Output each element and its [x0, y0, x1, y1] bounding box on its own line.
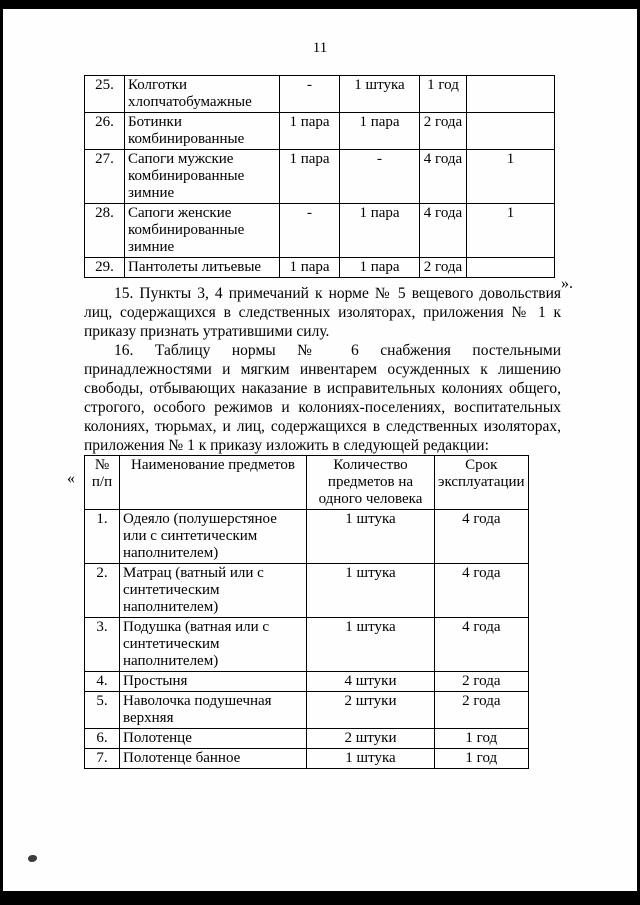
term-cell: 1 год	[420, 76, 467, 113]
quantity-cell: 4 штуки	[307, 672, 435, 692]
document-page	[3, 9, 637, 891]
quantity-cell: 1 штука	[307, 564, 435, 618]
qty-male-cell: 1 пара	[280, 258, 340, 278]
paragraph-item-16: 16. Таблицу нормы № 6 снабжения постельными принадлежностями и мягким инвентарем осужденных к лишению свободы, отбывающих наказание в исправительных колониях общего, строгого, особого режимов и колониях-поселениях, воспитательных колониях, тюрьмах, и лиц, содержащихся в следственных изоляторах, приложения № 1 к приказу изложить в следующей редакции:	[84, 342, 561, 454]
table-row	[85, 692, 529, 729]
table-header-row	[85, 456, 529, 510]
qty-female-cell: 1 штука	[340, 76, 420, 113]
row-number-cell: 2.	[85, 564, 120, 618]
page-number: 11	[312, 40, 328, 56]
row-number-cell: 7.	[85, 749, 120, 769]
quantity-cell: 2 штуки	[307, 692, 435, 729]
term-cell: 1 год	[435, 749, 529, 769]
qty-male-cell: 1 пара	[280, 113, 340, 150]
qty-male-cell: -	[280, 204, 340, 258]
term-cell: 4 года	[420, 204, 467, 258]
term-cell: 2 года	[420, 258, 467, 278]
note-cell	[467, 76, 555, 113]
note-cell	[467, 113, 555, 150]
scan-artifact	[28, 855, 37, 862]
clothing-allowance-table	[84, 75, 555, 278]
table-row	[85, 618, 529, 672]
row-number-cell: 6.	[85, 729, 120, 749]
term-cell: 2 года	[435, 672, 529, 692]
term-cell: 4 года	[435, 618, 529, 672]
table-row	[85, 76, 555, 113]
row-number-cell: 3.	[85, 618, 120, 672]
table-row	[85, 510, 529, 564]
opening-quote-mark: «	[67, 470, 75, 487]
qty-male-cell: -	[280, 76, 340, 113]
item-name-cell: Сапоги мужские комбинированные зимние	[125, 150, 280, 204]
row-number-cell: 26.	[85, 113, 125, 150]
table-row	[85, 749, 529, 769]
item-name-cell: Матрац (ватный или с синтетическим наполнителем)	[120, 564, 307, 618]
table-row	[85, 204, 555, 258]
qty-male-cell: 1 пара	[280, 150, 340, 204]
item-name-cell: Наволочка подушечная верхняя	[120, 692, 307, 729]
note-cell	[467, 258, 555, 278]
term-cell: 2 года	[435, 692, 529, 729]
paragraph-item-15: 15. Пункты 3, 4 примечаний к норме № 5 вещевого довольствия лиц, содержащихся в следственных изоляторах, приложения № 1 к приказу признать утратившими силу.	[84, 285, 561, 340]
header-number: № п/п	[85, 456, 120, 510]
table-row	[85, 729, 529, 749]
quantity-cell: 1 штука	[307, 510, 435, 564]
term-cell: 4 года	[420, 150, 467, 204]
table-row	[85, 564, 529, 618]
qty-female-cell: 1 пара	[340, 113, 420, 150]
row-number-cell: 5.	[85, 692, 120, 729]
table-row	[85, 672, 529, 692]
item-name-cell: Пантолеты литьевые	[125, 258, 280, 278]
item-name-cell: Подушка (ватная или с синтетическим наполнителем)	[120, 618, 307, 672]
qty-female-cell: 1 пара	[340, 204, 420, 258]
row-number-cell: 1.	[85, 510, 120, 564]
quantity-cell: 1 штука	[307, 749, 435, 769]
header-quantity: Количество предметов на одного человека	[307, 456, 435, 510]
item-name-cell: Полотенце банное	[120, 749, 307, 769]
header-item-name: Наименование предметов	[120, 456, 307, 510]
table-row	[85, 150, 555, 204]
term-cell: 1 год	[435, 729, 529, 749]
qty-female-cell: -	[340, 150, 420, 204]
qty-female-cell: 1 пара	[340, 258, 420, 278]
term-cell: 4 года	[435, 510, 529, 564]
quantity-cell: 1 штука	[307, 618, 435, 672]
row-number-cell: 28.	[85, 204, 125, 258]
row-number-cell: 4.	[85, 672, 120, 692]
item-name-cell: Одеяло (полушерстяное или с синтетическим наполнителем)	[120, 510, 307, 564]
item-name-cell: Сапоги женские комбинированные зимние	[125, 204, 280, 258]
item-name-cell: Простыня	[120, 672, 307, 692]
closing-quote-mark: ».	[561, 275, 573, 292]
quantity-cell: 2 штуки	[307, 729, 435, 749]
table-row	[85, 113, 555, 150]
term-cell: 4 года	[435, 564, 529, 618]
item-name-cell: Полотенце	[120, 729, 307, 749]
note-cell: 1	[467, 204, 555, 258]
row-number-cell: 29.	[85, 258, 125, 278]
item-name-cell: Колготки хлопчатобумажные	[125, 76, 280, 113]
row-number-cell: 25.	[85, 76, 125, 113]
row-number-cell: 27.	[85, 150, 125, 204]
table-row	[85, 258, 555, 278]
item-name-cell: Ботинки комбинированные	[125, 113, 280, 150]
term-cell: 2 года	[420, 113, 467, 150]
header-term: Срок эксплуатации	[435, 456, 529, 510]
bedding-norm-table	[84, 455, 529, 769]
note-cell: 1	[467, 150, 555, 204]
